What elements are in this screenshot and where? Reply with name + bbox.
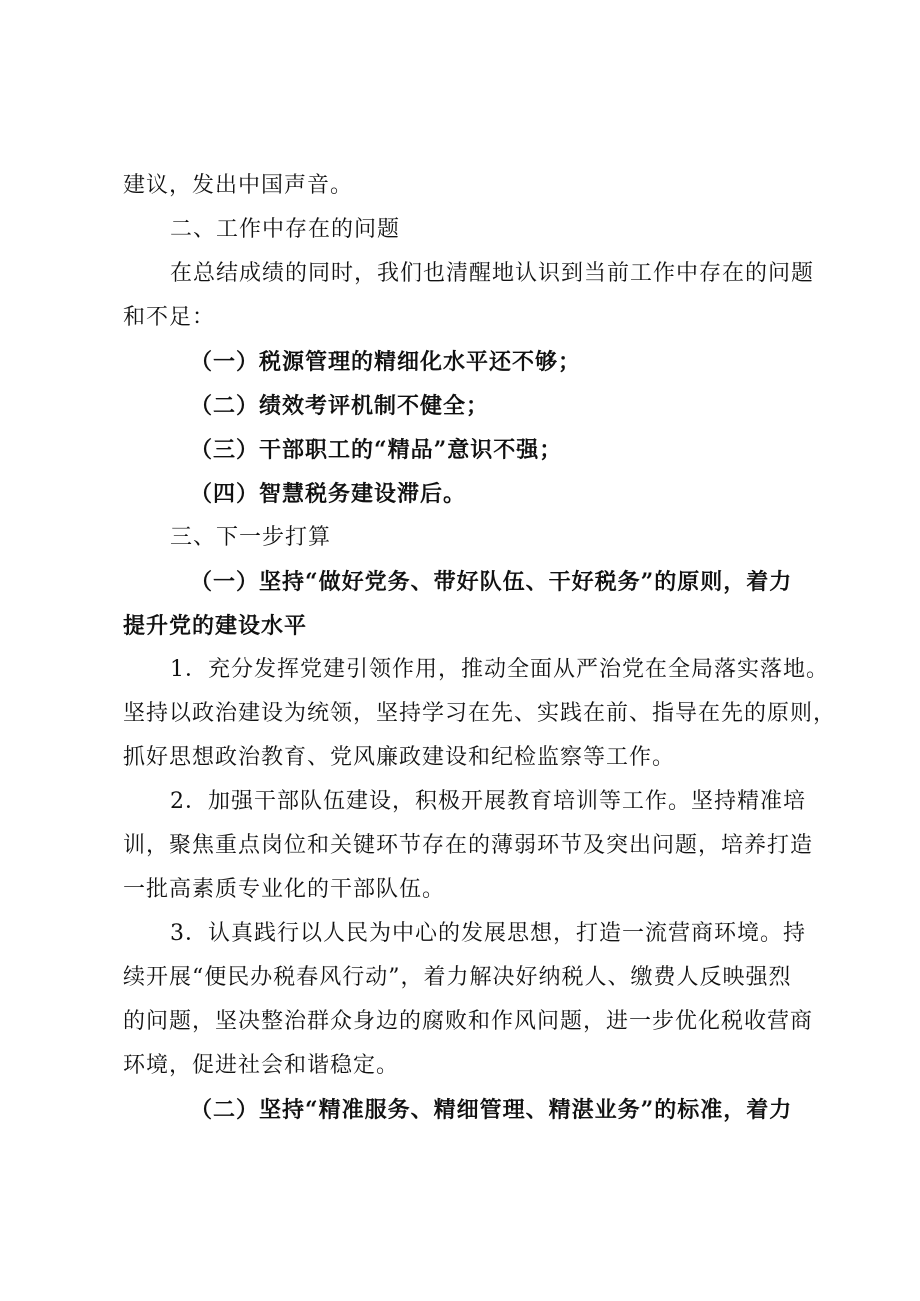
paragraph-item-1-line-1: 1．充分发挥党建引领作用，推动全面从严治党在全局落实落地。 bbox=[170, 657, 829, 682]
problem-item-1: （一）税源管理的精细化水平还不够； bbox=[190, 349, 582, 375]
paragraph-line-problems-intro: 在总结成绩的同时，我们也清醒地认识到当前工作中存在的问题 bbox=[170, 261, 815, 286]
paragraph-item-1-line-3: 抓好思想政治教育、党风廉政建设和纪检监察等工作。 bbox=[123, 745, 676, 770]
paragraph-item-2-line-2: 训，聚焦重点岗位和关键环节存在的薄弱环节及突出问题，培养打造 bbox=[123, 833, 814, 858]
paragraph-item-1-line-2: 坚持以政治建设为统领，坚持学习在先、实践在前、指导在先的原则， bbox=[123, 701, 837, 726]
problem-item-2: （二）绩效考评机制不健全； bbox=[190, 393, 490, 419]
section-heading-problems: 二、工作中存在的问题 bbox=[170, 217, 401, 242]
section-heading-next-steps: 三、下一步打算 bbox=[170, 525, 332, 550]
subheading-party-building-end: 提升党的建设水平 bbox=[123, 613, 308, 639]
paragraph-item-3-line-1: 3．认真践行以人民为中心的发展思想，打造一流营商环境。持 bbox=[170, 921, 806, 946]
paragraph-item-3-line-2: 续开展“便民办税春风行动”，着力解决好纳税人、缴费人反映强烈 bbox=[123, 965, 792, 990]
paragraph-item-3-line-3: 的问题，坚决整治群众身边的腐败和作风问题，进一步优化税收营商 bbox=[123, 1009, 814, 1034]
paragraph-line-problems-intro-end: 和不足： bbox=[123, 305, 216, 330]
paragraph-item-2-line-1: 2．加强干部队伍建设，积极开展教育培训等工作。坚持精准培 bbox=[170, 789, 806, 814]
subheading-party-building: （一）坚持“做好党务、带好队伍、干好税务”的原则，着力 bbox=[190, 569, 793, 595]
subheading-service-standards: （二）坚持“精准服务、精细管理、精湛业务”的标准，着力 bbox=[190, 1097, 793, 1123]
paragraph-line-continuation: 建议，发出中国声音。 bbox=[123, 173, 354, 198]
problem-item-4: （四）智慧税务建设滞后。 bbox=[190, 481, 467, 507]
problem-item-3: （三）干部职工的“精品”意识不强； bbox=[190, 437, 563, 463]
paragraph-item-3-line-4: 环境，促进社会和谐稳定。 bbox=[123, 1053, 400, 1078]
paragraph-item-2-line-3: 一批高素质专业化的干部队伍。 bbox=[123, 877, 446, 902]
